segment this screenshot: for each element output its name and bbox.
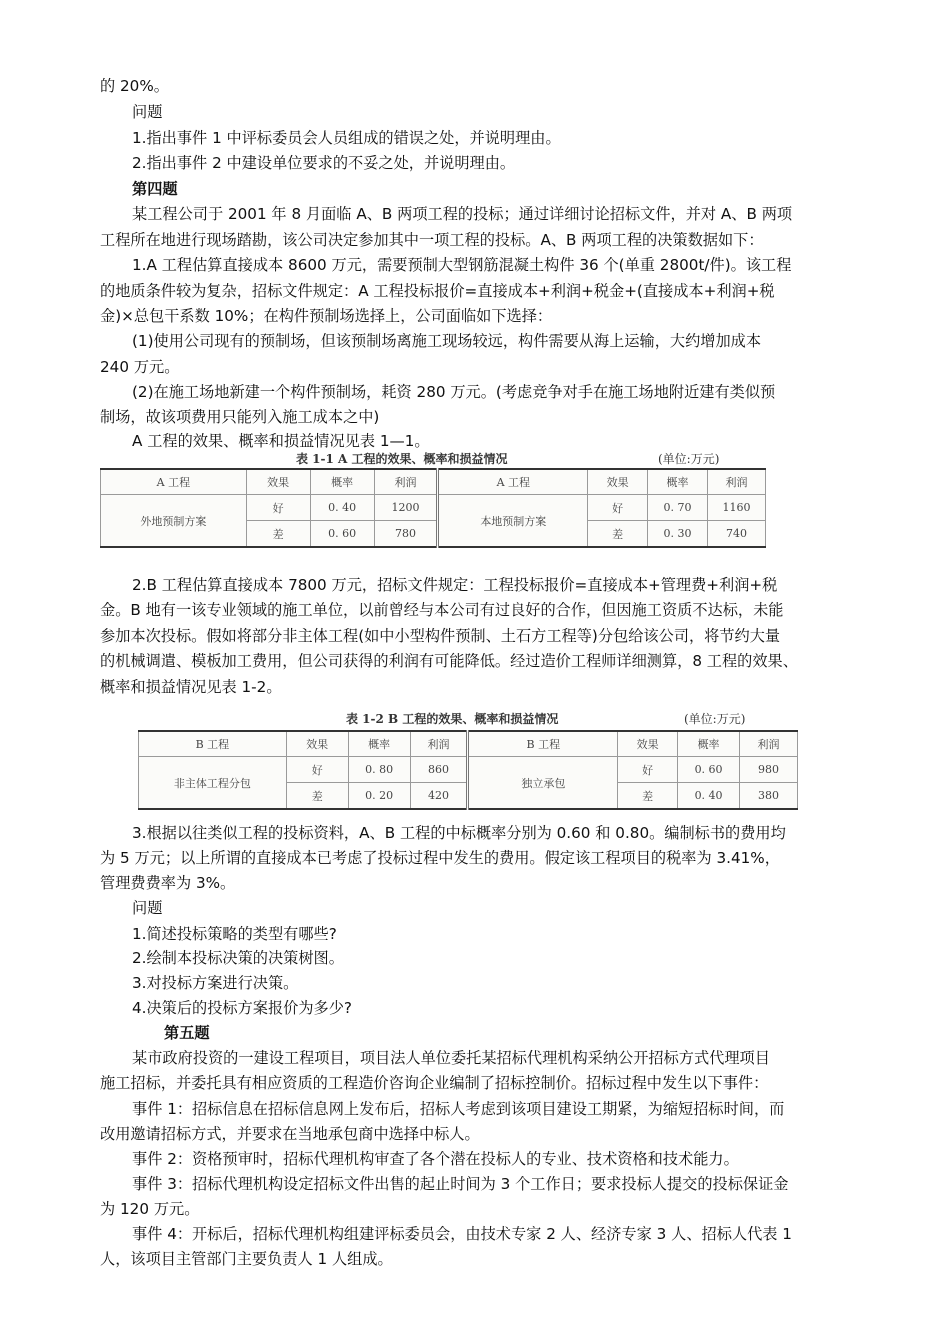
table-header-cell: 概率 xyxy=(310,469,374,495)
table-header-cell: 概率 xyxy=(648,469,708,495)
table-header-cell: 概率 xyxy=(348,731,410,757)
table-cell: 1200 xyxy=(374,495,438,521)
table-header-cell: 效果 xyxy=(286,731,348,757)
text-line: 某工程公司于 2001 年 8 月面临 A、B 两项工程的投标；通过详细讨论招标文件，并对 A、B 两项 xyxy=(132,205,793,223)
table-cell: 740 xyxy=(708,521,766,548)
table-cell: 0. 60 xyxy=(678,757,740,783)
text-line: 4.决策后的投标方案报价为多少? xyxy=(132,999,352,1017)
table-unit: (单位:万元) xyxy=(658,452,720,466)
table-b-project xyxy=(138,730,798,810)
table-cell: 好 xyxy=(246,495,310,521)
text-line: 事件 2：资格预审时，招标代理机构审查了各个潜在投标人的专业、技术资格和技术能力。 xyxy=(132,1150,739,1168)
text-line: 概率和损益情况见表 1-2。 xyxy=(100,678,282,696)
text-line: 2.绘制本投标决策的决策树图。 xyxy=(132,949,344,967)
section-heading: 第五题 xyxy=(164,1024,210,1042)
text-line: (1)使用公司现有的预制场，但该预制场离施工现场较远，构件需要从海上运输，大约增加成本 xyxy=(132,332,762,350)
text-line: 1.A 工程估算直接成本 8600 万元，需要预制大型钢筋混凝土构件 36 个(单重 2800t/件)。该工程 xyxy=(132,256,792,274)
table-header-cell: 利润 xyxy=(410,731,468,757)
table-header-cell: 利润 xyxy=(708,469,766,495)
table-cell: 差 xyxy=(286,783,348,810)
text-line: 1.指出事件 1 中评标委员会人员组成的错误之处，并说明理由。 xyxy=(132,129,561,147)
table-cell: 0. 60 xyxy=(310,521,374,548)
option-cell: 外地预制方案 xyxy=(101,495,247,548)
table-cell: 0. 30 xyxy=(648,521,708,548)
text-line: 某市政府投资的一建设工程项目，项目法人单位委托某招标代理机构采纳公开招标方式代理项目 xyxy=(132,1049,770,1067)
table-cell: 380 xyxy=(740,783,798,810)
text-line: 改用邀请招标方式，并要求在当地承包商中选择中标人。 xyxy=(100,1125,480,1143)
table-header-cell: 利润 xyxy=(740,731,798,757)
table-cell: 0. 40 xyxy=(678,783,740,810)
text-line: 事件 3：招标代理机构设定招标文件出售的起止时间为 3 个工作日；要求投标人提交的投标保证金 xyxy=(132,1175,789,1193)
table-cell: 420 xyxy=(410,783,468,810)
text-line: 2.指出事件 2 中建设单位要求的不妥之处，并说明理由。 xyxy=(132,154,516,172)
table-cell: 780 xyxy=(374,521,438,548)
text-line: 的地质条件较为复杂，招标文件规定：A 工程投标报价=直接成本+利润+税金+(直接成本+利润+税 xyxy=(100,282,775,300)
table-cell: 好 xyxy=(618,757,678,783)
table-header-cell: B 工程 xyxy=(468,731,618,757)
text-line: 为 5 万元；以上所谓的直接成本已考虑了投标过程中发生的费用。假定该工程项目的税率为 3.41%， xyxy=(100,849,780,867)
table-unit: (单位:万元) xyxy=(684,712,746,726)
table-cell: 0. 80 xyxy=(348,757,410,783)
text-line: 事件 1：招标信息在招标信息网上发布后，招标人考虑到该项目建设工期紧，为缩短招标时间，而 xyxy=(132,1100,785,1118)
text-line: 1.简述投标策略的类型有哪些? xyxy=(132,925,337,943)
text-line: 工程所在地进行现场踏勘，该公司决定参加其中一项工程的投标。A、B 两项工程的决策数据如下： xyxy=(100,231,764,249)
table-cell: 1160 xyxy=(708,495,766,521)
option-cell: 独立承包 xyxy=(468,757,618,810)
text-line: 施工招标，并委托具有相应资质的工程造价咨询企业编制了招标控制价。招标过程中发生以下事件： xyxy=(100,1074,769,1092)
table-a-project xyxy=(100,468,766,548)
text-line: 金)×总包干系数 10%；在构件预制场选择上，公司面临如下选择： xyxy=(100,307,553,325)
option-cell: 本地预制方案 xyxy=(438,495,588,548)
text-line: 为 120 万元。 xyxy=(100,1200,200,1218)
table-cell: 好 xyxy=(588,495,648,521)
text-line: 问题 xyxy=(132,899,163,917)
table-cell: 980 xyxy=(740,757,798,783)
table-header-cell: 效果 xyxy=(618,731,678,757)
table-row xyxy=(139,757,798,783)
text-line: 管理费费率为 3%。 xyxy=(100,874,236,892)
text-line: (2)在施工场地新建一个构件预制场，耗资 280 万元。(考虑竞争对手在施工场地附近建有类似预 xyxy=(132,383,776,401)
table-caption: 表 1-1 A 工程的效果、概率和损益情况 xyxy=(296,452,508,466)
table-header-cell: 概率 xyxy=(678,731,740,757)
option-cell: 非主体工程分包 xyxy=(139,757,287,810)
table-cell: 0. 40 xyxy=(310,495,374,521)
table-cell: 好 xyxy=(286,757,348,783)
table-row xyxy=(101,495,766,521)
text-line: 240 万元。 xyxy=(100,358,180,376)
table-cell: 差 xyxy=(618,783,678,810)
text-line: 制场，故该项费用只能列入施工成本之中) xyxy=(100,408,380,426)
text-line: 的机械调遣、模板加工费用，但公司获得的利润有可能降低。经过造价工程师详细测算，8 工程的效果、 xyxy=(100,652,798,670)
table-header-cell: A 工程 xyxy=(101,469,247,495)
section-heading: 第四题 xyxy=(132,180,178,198)
table-caption: 表 1-2 B 工程的效果、概率和损益情况 xyxy=(346,712,559,726)
table-cell: 0. 20 xyxy=(348,783,410,810)
text-line: 事件 4：开标后，招标代理机构组建评标委员会，由技术专家 2 人、经济专家 3 人、招标人代表 1 xyxy=(132,1225,792,1243)
table-cell: 差 xyxy=(588,521,648,548)
text-line: 3.根据以往类似工程的投标资料，A、B 工程的中标概率分别为 0.60 和 0.80。编制标书的费用均 xyxy=(132,824,786,842)
table-header-cell: 利润 xyxy=(374,469,438,495)
table-header-cell: A 工程 xyxy=(438,469,588,495)
text-line: 2.B 工程估算直接成本 7800 万元，招标文件规定：工程投标报价=直接成本+管理费+利润+税 xyxy=(132,576,778,594)
table-cell: 0. 70 xyxy=(648,495,708,521)
text-line: 3.对投标方案进行决策。 xyxy=(132,974,299,992)
table-cell: 差 xyxy=(246,521,310,548)
table-cell: 860 xyxy=(410,757,468,783)
table-header-cell: 效果 xyxy=(588,469,648,495)
text-line: 问题 xyxy=(132,103,163,121)
text-line: 金。B 地有一该专业领域的施工单位，以前曾经与本公司有过良好的合作，但因施工资质不达标，未能 xyxy=(100,601,784,619)
text-line: 人，该项目主管部门主要负责人 1 人组成。 xyxy=(100,1250,393,1268)
table-header-cell: B 工程 xyxy=(139,731,287,757)
table-header-cell: 效果 xyxy=(246,469,310,495)
text-line: 参加本次投标。假如将部分非主体工程(如中小型构件预制、土石方工程等)分包给该公司，将节约大量 xyxy=(100,627,781,645)
text-line: A 工程的效果、概率和损益情况见表 1—1。 xyxy=(132,432,430,450)
text-line: 的 20%。 xyxy=(100,77,169,95)
